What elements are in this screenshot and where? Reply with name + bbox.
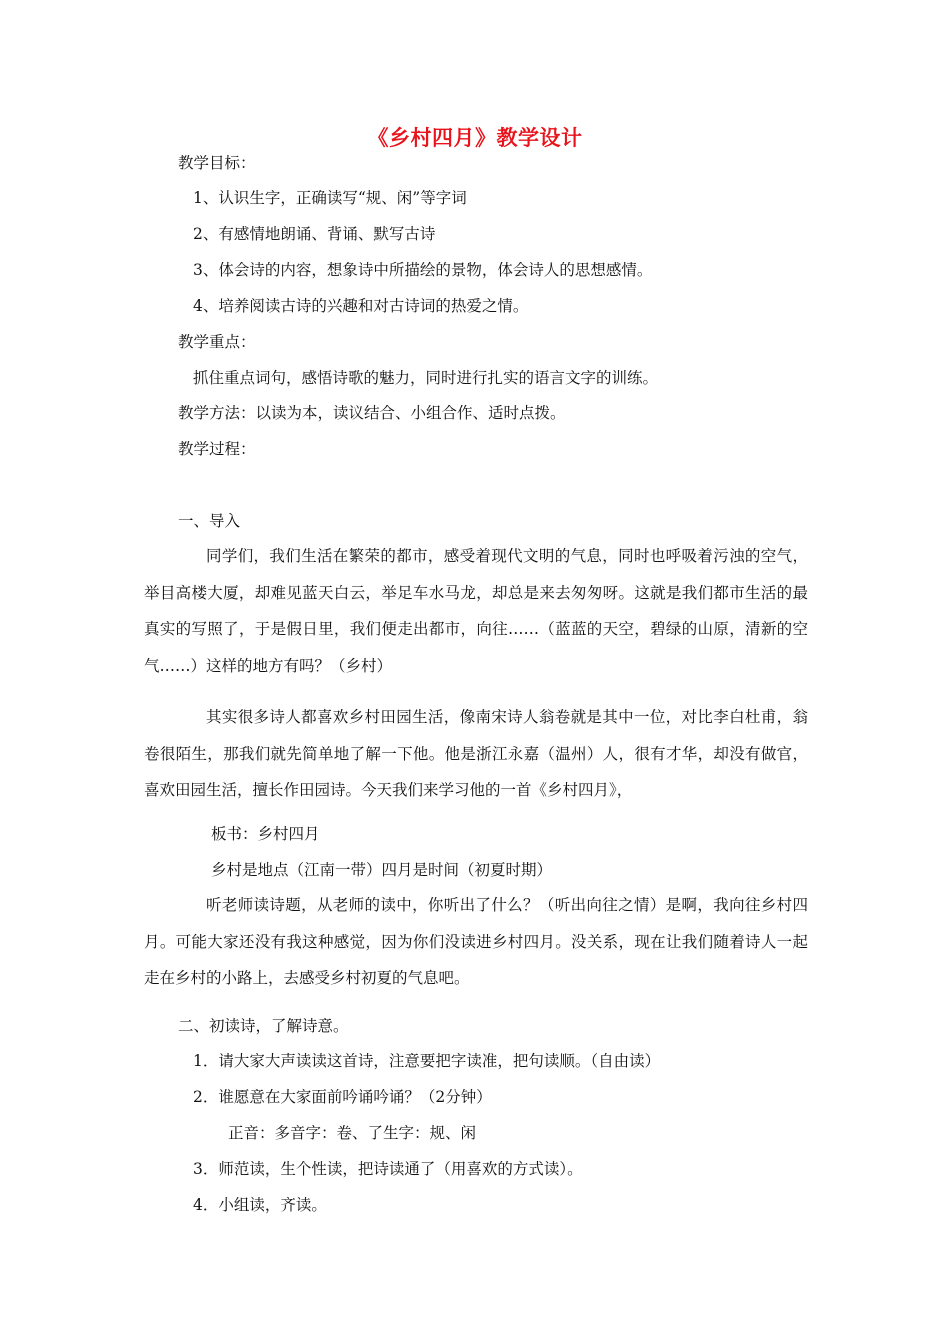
objectives-heading: 教学目标：: [178, 154, 256, 172]
section-2-heading: 二、初读诗，了解诗意。: [178, 1017, 349, 1035]
objective-item-1: 1、认识生字，正确读写“规、闲”等字词: [193, 189, 467, 207]
title-explanation: 乡村是地点（江南一带）四月是时间（初夏时期）: [211, 861, 553, 879]
key-points-text: 抓住重点词句，感悟诗歌的魅力，同时进行扎实的语言文字的训练。: [193, 369, 659, 387]
section-1-paragraph-2: 其实很多诗人都喜欢乡村田园生活，像南宋诗人翁卷就是其中一位，对比李白杜甫，翁卷很陌生，那我们就先简单地了解一下他。他是浙江永嘉（温州）人，很有才华，却没有做官，喜欢田园生活，擅长作田园诗。今天我们来学习他的一首《乡村四月》，: [144, 708, 808, 799]
key-points-heading: 教学重点：: [178, 333, 256, 351]
pronunciation-note: 正音：多音字：卷、了生字：规、闲: [228, 1124, 477, 1142]
section-1-paragraph-3: 听老师读诗题，从老师的读中，你听出了什么？（听出向往之情）是啊，我向往乡村四月。可能大家还没有我这种感觉，因为你们没读进乡村四月。没关系，现在让我们随着诗人一起走在乡村的小路上，去感受乡村初夏的气息吧。: [144, 896, 808, 987]
objective-item-3: 3、体会诗的内容，想象诗中所描绘的景物，体会诗人的思想感情。: [193, 261, 653, 279]
section-2-item-3: 3．师范读，生个性读，把诗读通了（用喜欢的方式读）。: [193, 1160, 583, 1178]
section-2-item-4: 4．小组读，齐读。: [193, 1196, 327, 1214]
section-2-item-2: 2．谁愿意在大家面前吟诵吟诵？（2分钟）: [193, 1088, 492, 1106]
teaching-method: 教学方法：以读为本，读议结合、小组合作、适时点拨。: [178, 404, 566, 422]
objective-item-2: 2、有感情地朗诵、背诵、默写古诗: [193, 225, 436, 243]
board-writing: 板书：乡村四月: [211, 825, 320, 843]
section-1-paragraph-1: 同学们，我们生活在繁荣的都市，感受着现代文明的气息，同时也呼吸着污浊的空气，举目高楼大厦，却难见蓝天白云，举足车水马龙，却总是来去匆匆呀。这就是我们都市生活的最真实的写照了，于是假日里，我们便走出都市，向往……（蓝蓝的天空，碧绿的山原，清新的空气……）这样的地方有吗？（乡村）: [144, 547, 808, 675]
objective-item-4: 4、培养阅读古诗的兴趣和对古诗词的热爱之情。: [193, 297, 529, 315]
document-title: 《乡村四月》教学设计: [367, 126, 583, 150]
process-heading: 教学过程：: [178, 440, 256, 458]
section-2-item-1: 1．请大家大声读读这首诗，注意要把字读准，把句读顺。（自由读）: [193, 1052, 661, 1070]
section-1-heading: 一、导入: [178, 512, 241, 530]
